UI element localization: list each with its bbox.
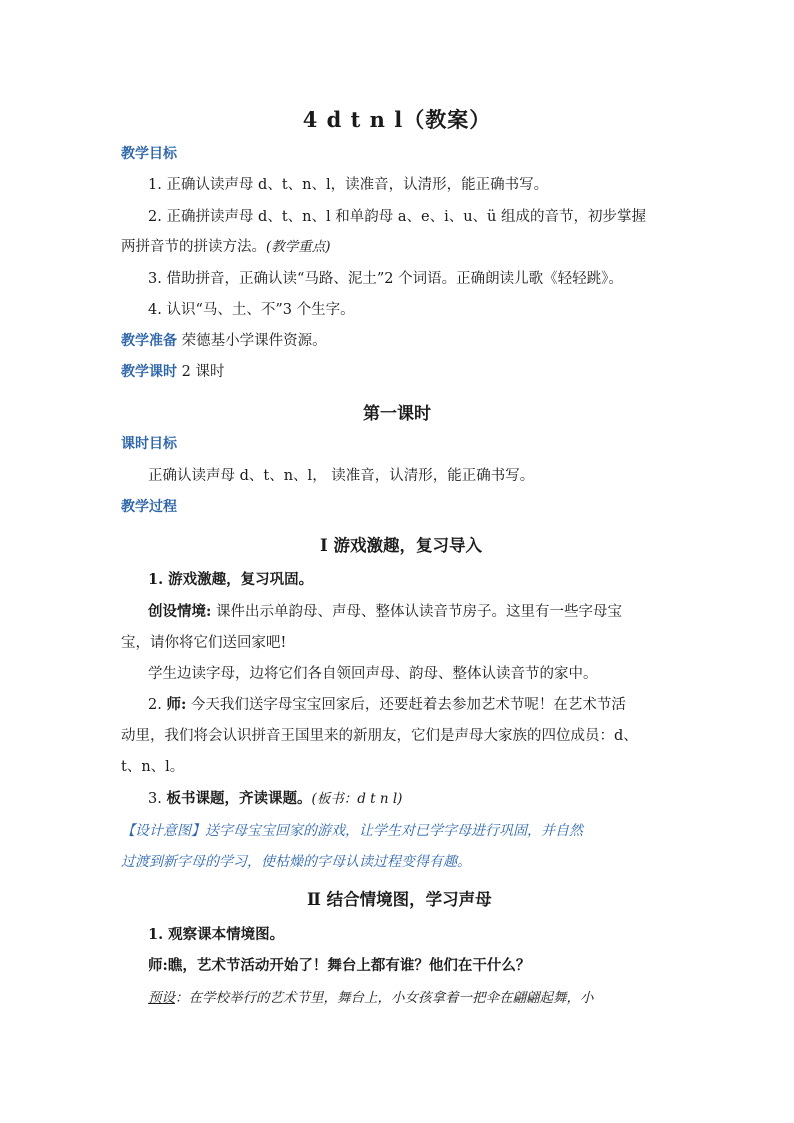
section2-heading: Ⅱ 结合情境图，学习声母 xyxy=(307,890,492,909)
lesson-goal-heading: 课时目标 xyxy=(121,436,177,452)
section2-teacher xyxy=(148,956,530,976)
scene-text: 课件出示单韵母、声母、整体认读音节房子。这里有一些字母宝 xyxy=(211,604,622,620)
section1-step1: 1. 游戏激趣，复习巩固。 xyxy=(148,571,314,588)
section2-preset xyxy=(148,988,594,1008)
goals-heading: 教学目标 xyxy=(121,146,177,162)
section1-heading: Ⅰ 游戏激趣，复习导入 xyxy=(320,536,482,555)
lesson-goal-text: 正确认读声母 d、t、n、l， 读准音，认清形，能正确书写。 xyxy=(148,468,535,484)
goal-item-1: 1. 正确认读声母 d、t、n、l，读准音，认清形，能正确书写。 xyxy=(148,177,549,193)
goal-item-2-continued xyxy=(121,237,331,257)
hours-row xyxy=(121,362,224,382)
goal-item-3: 3. 借助拼音，正确认读“马路、泥土”2 个词语。正确朗读儿歌《轻轻跳》。 xyxy=(148,271,623,287)
goal-item-4: 4. 认识“马、土、不”3 个生字。 xyxy=(148,302,355,318)
scene-label: 创设情境: xyxy=(148,603,212,620)
section2-step1: 1. 观察课本情境图。 xyxy=(148,926,285,943)
section1-step2-cont1: 动里，我们将会认识拼音王国里来的新朋友，它们是声母大家族的四位成员：d、 xyxy=(121,728,638,744)
document-title: 4 d t n l（教案） xyxy=(302,107,492,132)
hours-text: 2 课时 xyxy=(181,364,225,380)
hours-label: 教学课时 xyxy=(121,364,177,380)
step3-label: 板书课题，齐读课题。 xyxy=(166,790,312,807)
step2-num: 2. xyxy=(148,697,167,713)
design-intent-line2: 过渡到新字母的学习，使枯燥的字母认读过程变得有趣。 xyxy=(121,854,471,870)
prep-text: 荣德基小学课件资源。 xyxy=(181,333,327,349)
goal-item-2: 2. 正确拼读声母 d、t、n、l 和单韵母 a、e、i、u、ü 组成的音节，初步掌握 xyxy=(148,209,647,225)
section1-scene-continued: 宝，请你将它们送回家吧! xyxy=(121,635,287,651)
prep-label: 教学准备 xyxy=(121,333,177,349)
section1-step2-cont2: t、n、l。 xyxy=(121,759,185,775)
lesson1-heading: 第一课时 xyxy=(363,404,431,424)
section1-step2 xyxy=(148,695,626,715)
preset-text: ：在学校举行的艺术节里，舞台上，小女孩拿着一把伞在翩翩起舞，小 xyxy=(175,990,594,1006)
prep-row xyxy=(121,331,327,351)
section1-student: 学生边读字母，边将它们各自领回声母、韵母、整体认读音节的家中。 xyxy=(148,666,598,682)
section1-step3 xyxy=(148,789,402,809)
preset-label: 预设 xyxy=(148,990,175,1006)
goal-item-2-note: (教学重点) xyxy=(266,239,331,255)
step3-num: 3. xyxy=(148,791,167,807)
teacher-text: 瞧，艺术节活动开始了！舞台上都有谁？他们在干什么？ xyxy=(167,957,531,974)
teacher-label: 师: xyxy=(148,957,168,974)
design-intent-line1: 【设计意图】送字母宝宝回家的游戏，让学生对已学字母进行巩固，并自然 xyxy=(121,823,583,839)
process-heading: 教学过程 xyxy=(121,499,177,515)
step3-note: (板书：d t n l) xyxy=(311,791,403,807)
section1-scene xyxy=(148,602,622,622)
goal-item-2-cont-text: 两拼音节的拼读方法。 xyxy=(121,239,266,255)
step2-label: 师: xyxy=(166,696,187,713)
step2-text: 今天我们送字母宝宝回家后，还要赶着去参加艺术节呢！在艺术节活 xyxy=(186,697,626,713)
